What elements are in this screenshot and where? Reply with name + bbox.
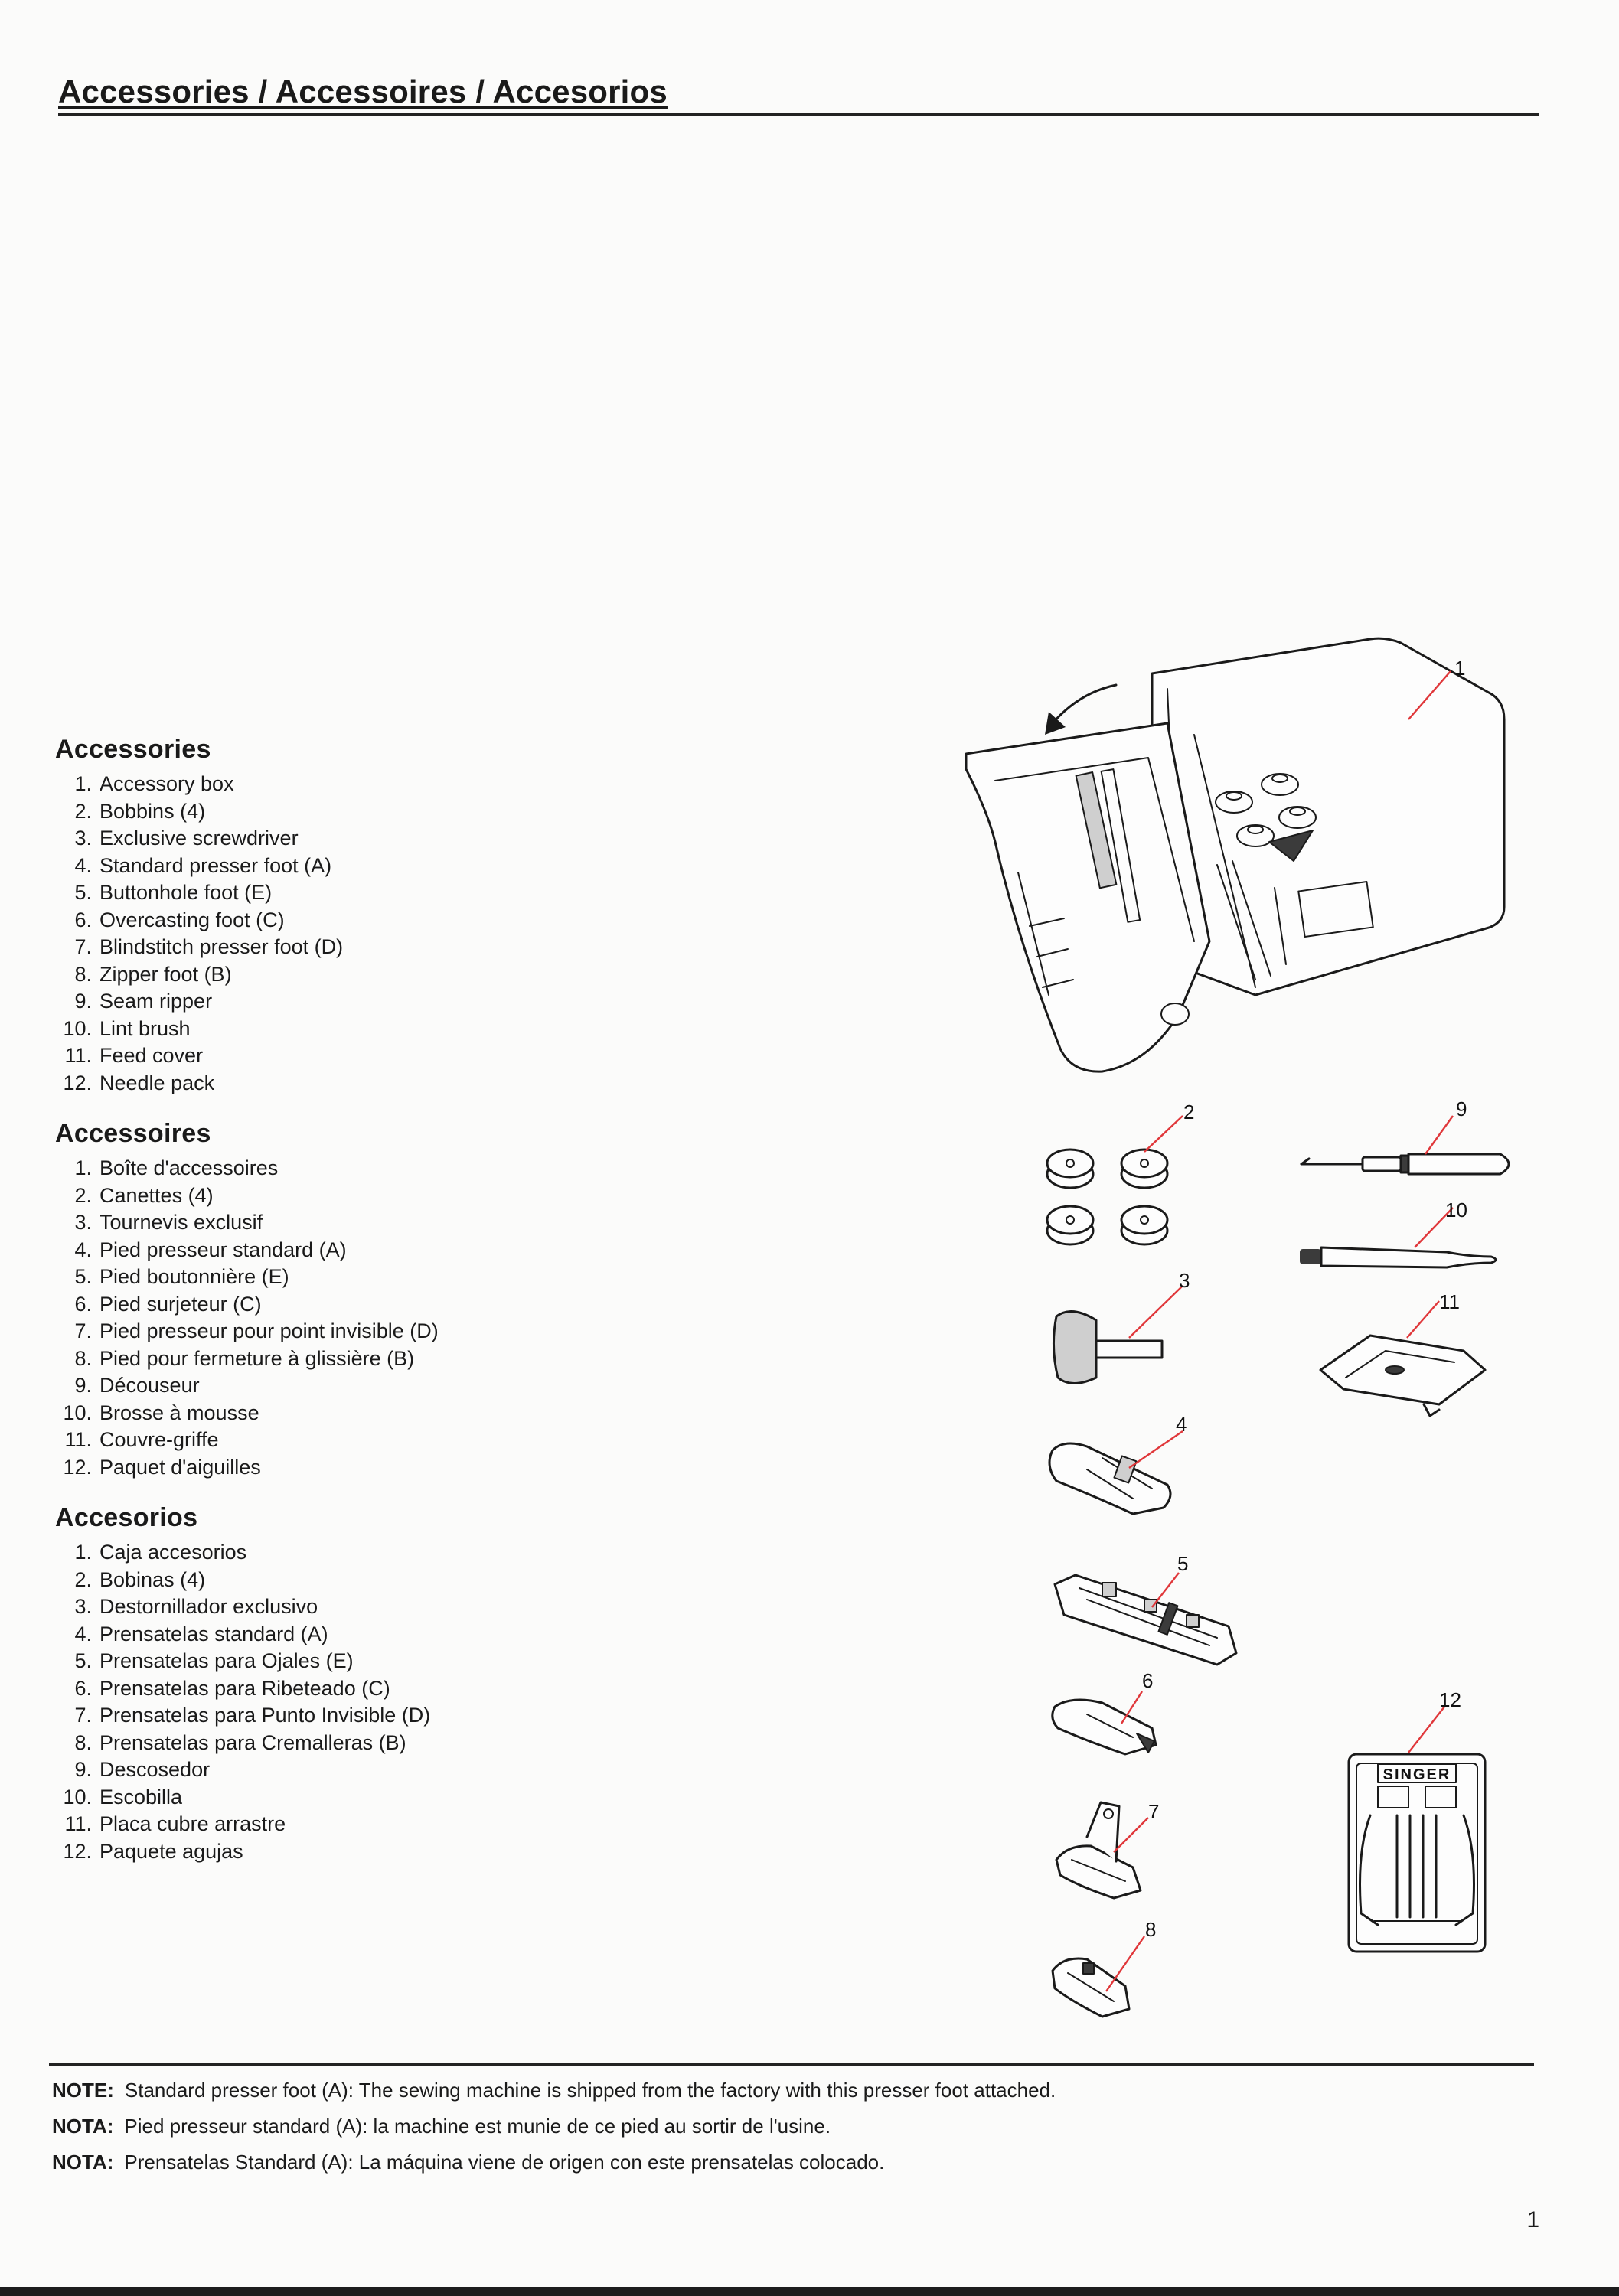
list-item: 12. Paquete agujas [63, 1839, 243, 1863]
notes-block [52, 2073, 1056, 2180]
list-item: 12. Paquet d'aiguilles [63, 1455, 261, 1479]
note-french: NOTA: Pied presseur standard (A): la machine est munie de ce pied au sortir de l'usine. [52, 2115, 831, 2138]
callout-4: 4 [1176, 1413, 1187, 1436]
callout-12: 12 [1439, 1688, 1461, 1711]
list-item: 7. Pied presseur pour point invisible (D) [74, 1319, 439, 1342]
list-item: 11. Placa cubre arrastre [64, 1812, 286, 1835]
list-item: 1. Caja accesorios [74, 1541, 247, 1564]
list-item: 6. Overcasting foot (C) [74, 908, 285, 931]
list-item: 9. Descosedor [74, 1758, 211, 1781]
page-title: Accessories / Accessoires / Accesorios [58, 73, 668, 109]
section-heading: Accesorios [55, 1503, 198, 1532]
standard-presser-foot-drawing [1049, 1443, 1170, 1514]
note-spanish: NOTA: Prensatelas Standard (A): La máquina viene de origen con este prensatelas colocado. [52, 2151, 885, 2174]
bobbins-drawing [1047, 1150, 1167, 1244]
lint-brush-drawing [1300, 1247, 1496, 1267]
callout-5: 5 [1177, 1552, 1189, 1575]
list-item: 3. Tournevis exclusif [74, 1211, 263, 1234]
overcasting-foot-drawing [1053, 1700, 1156, 1754]
callout-10: 10 [1445, 1199, 1467, 1221]
list-item: 4. Standard presser foot (A) [74, 853, 332, 877]
notes-rule [49, 2063, 1534, 2066]
list-item: 8. Pied pour fermeture à glissière (B) [74, 1346, 415, 1370]
blindstitch-foot-drawing [1056, 1802, 1141, 1898]
list-item: 7. Blindstitch presser foot (D) [74, 935, 344, 958]
needle-pack-drawing [1349, 1754, 1485, 1952]
list-item: 12. Needle pack [63, 1071, 215, 1094]
section-heading: Accessories [55, 735, 211, 764]
list-item: 6. Prensatelas para Ribeteado (C) [74, 1676, 390, 1700]
seam-ripper-drawing [1301, 1154, 1509, 1174]
list-item: 8. Zipper foot (B) [74, 962, 232, 986]
list-item: 10. Lint brush [63, 1016, 191, 1040]
list-item: 11. Couvre-griffe [64, 1428, 219, 1451]
callout-3: 3 [1179, 1269, 1190, 1292]
callout-11: 11 [1439, 1290, 1460, 1313]
list-item: 4. Prensatelas standard (A) [74, 1622, 328, 1645]
callout-9: 9 [1456, 1097, 1467, 1120]
list-item: 10. Brosse à mousse [63, 1401, 259, 1424]
note-english: NOTE: Standard presser foot (A): The sewing machine is shipped from the factory with this presser foot attached. [52, 2079, 1056, 2102]
list-item: 2. Bobinas (4) [74, 1567, 206, 1591]
callout-1: 1 [1454, 657, 1466, 680]
list-item: 8. Prensatelas para Cremalleras (B) [74, 1730, 406, 1754]
zipper-foot-drawing [1053, 1958, 1129, 2017]
list-item: 5. Buttonhole foot (E) [74, 881, 273, 904]
list-item: 7. Prensatelas para Punto Invisible (D) [74, 1704, 431, 1727]
list-item: 1. Boîte d'accessoires [74, 1156, 279, 1179]
callout-2: 2 [1183, 1101, 1195, 1124]
list-item: 9. Seam ripper [74, 990, 213, 1013]
callout-8: 8 [1145, 1918, 1157, 1941]
feed-cover-drawing [1320, 1336, 1485, 1416]
list-item: 3. Destornillador exclusivo [74, 1595, 318, 1618]
list-item: 5. Prensatelas para Ojales (E) [74, 1649, 354, 1672]
buttonhole-foot-drawing [1055, 1575, 1236, 1665]
list-item: 3. Exclusive screwdriver [74, 827, 299, 850]
needle-pack-brand: SINGER [1382, 1766, 1451, 1783]
list-item: 5. Pied boutonnière (E) [74, 1265, 289, 1288]
list-item: 2. Bobbins (4) [74, 799, 206, 823]
list-item: 6. Pied surjeteur (C) [74, 1292, 262, 1316]
list-item: 11. Feed cover [64, 1044, 204, 1067]
section-heading: Accessoires [55, 1119, 211, 1148]
scan-edge [0, 2287, 1619, 2296]
list-item: 4. Pied presseur standard (A) [74, 1238, 347, 1261]
list-item: 1. Accessory box [74, 772, 234, 795]
callout-6: 6 [1142, 1669, 1154, 1692]
list-item: 9. Découseur [74, 1374, 200, 1397]
list-item: 10. Escobilla [63, 1785, 183, 1808]
callout-7: 7 [1148, 1800, 1160, 1823]
list-item: 2. Canettes (4) [74, 1183, 214, 1207]
page-number: 1 [1526, 2207, 1539, 2232]
